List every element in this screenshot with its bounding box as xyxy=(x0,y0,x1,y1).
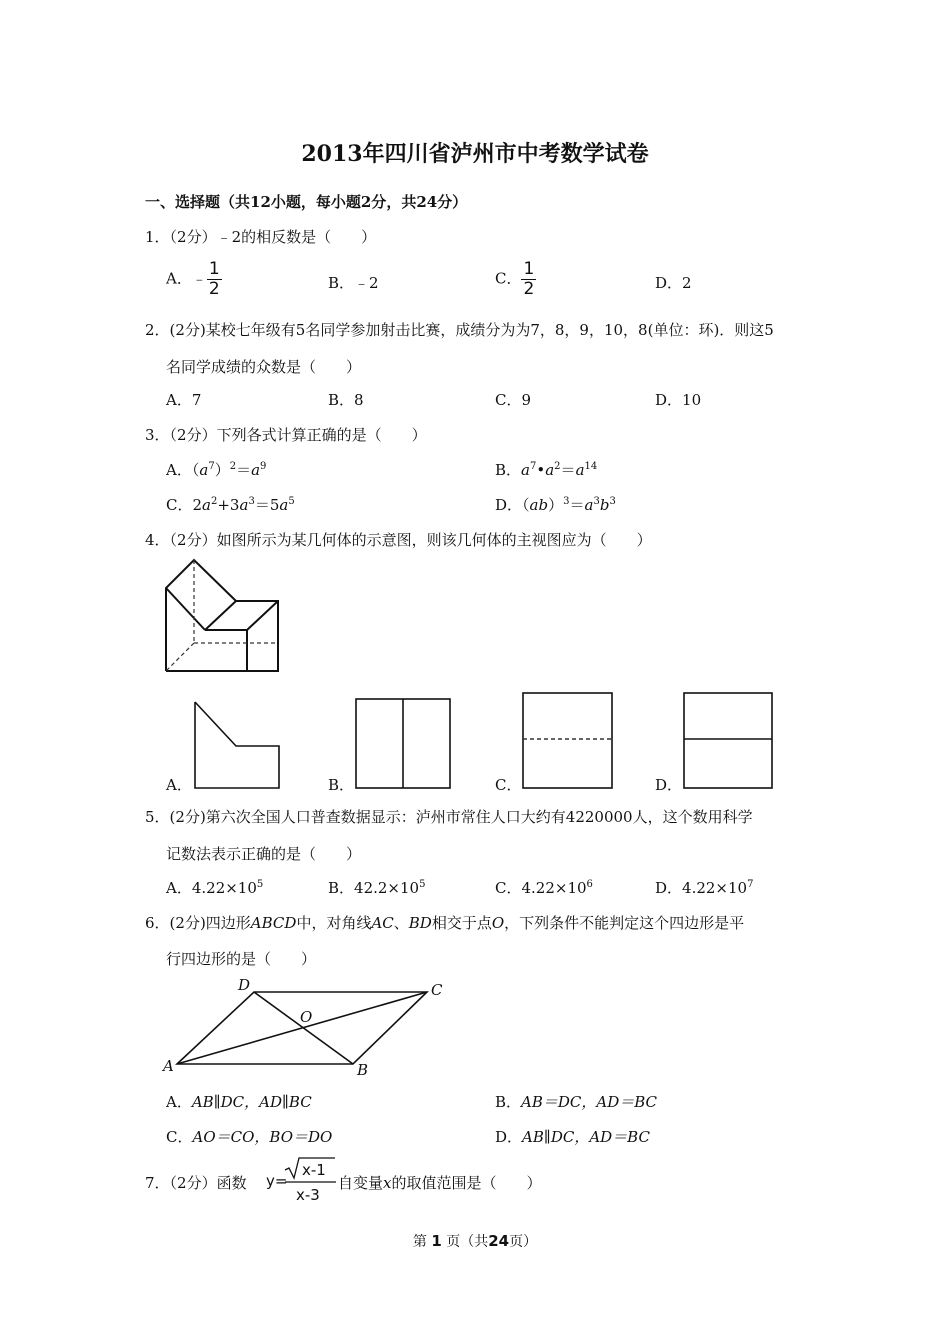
q6-option-a: A．AB∥DC，AD∥BC xyxy=(166,1093,312,1111)
page-title: 2013年四川省泸州市中考数学试卷 xyxy=(301,141,649,167)
q4-option-c: C． xyxy=(495,776,522,794)
question-6-line2: 行四边形的是（ ） xyxy=(166,950,317,968)
question-2-line1: 2．(2分)某校七年级有5名同学参加射击比赛，成绩分为为7，8，9，10，8(单位：环)．则这5 xyxy=(145,321,774,339)
q4-option-a: A． xyxy=(166,776,192,794)
question-2-line2: 名同学成绩的众数是（ ） xyxy=(166,358,362,376)
question-4-stem: 4．（2分）如图所示为某几何体的示意图，则该几何体的主视图应为（ ） xyxy=(145,531,652,549)
q5-option-c: C．$4.22\times 10^6$ xyxy=(495,879,593,897)
question-7-post: 自变量x的取值范围是（ ） xyxy=(338,1174,542,1192)
q7-numerator: x-1 xyxy=(302,1161,326,1179)
q2-option-c: C．9 xyxy=(495,391,532,409)
q7-y: y= xyxy=(266,1172,288,1190)
q1-a-fraction: $\frac{1}{2}$ xyxy=(208,259,220,299)
q1-c-fraction: $\frac{1}{2}$ xyxy=(523,259,535,299)
q3-option-a: A．$(a^7)^2=a^9$ xyxy=(166,461,267,479)
label-c: C xyxy=(431,981,443,999)
q6-option-b: B．AB＝DC，AD＝BC xyxy=(495,1093,658,1111)
q4-option-b: B． xyxy=(328,776,355,794)
label-d: D xyxy=(238,976,251,994)
q7-denominator: x-3 xyxy=(296,1186,320,1204)
question-6-line1: 6．(2分)四边形ABCD中，对角线AC、BD相交于点O，下列条件不能判定这个四边形是平 xyxy=(145,914,745,932)
question-1-stem: 1．（2分）﹣2的相反数是（ ） xyxy=(145,228,377,246)
q3-option-c: C．$2a^2+3a^3=5a^5$ xyxy=(166,496,295,514)
label-o: O xyxy=(300,1008,313,1026)
q4-option-d: D． xyxy=(655,776,683,794)
q3-option-d: D．$(ab)^3=a^3b^3$ xyxy=(495,496,616,514)
q3-option-b: B．$a^7•a^2=a^{14}$ xyxy=(495,461,598,479)
label-a: A xyxy=(163,1057,174,1075)
label-b: B xyxy=(357,1061,369,1079)
section-heading: 一、选择题（共12小题，每小题2分，共24分） xyxy=(145,193,468,211)
q2-option-b: B．8 xyxy=(328,391,364,409)
q1-option-b: B．﹣2 xyxy=(328,274,379,292)
q2-option-a: A．7 xyxy=(166,391,202,409)
question-3-stem: 3．（2分）下列各式计算正确的是（ ） xyxy=(145,426,427,444)
q5-option-b: B．$42.2\times 10^5$ xyxy=(328,879,426,897)
q5-option-d: D．$4.22\times 10^7$ xyxy=(655,879,754,897)
q2-option-d: D．10 xyxy=(655,391,702,409)
question-7-pre: 7．（2分）函数 xyxy=(145,1174,247,1192)
question-5-line1: 5．(2分)第六次全国人口普查数据显示：泸州市常住人口大约有4220000人，这个数用科学 xyxy=(145,808,753,826)
q1-option-c: C． $\frac{1}{2}$ xyxy=(495,259,535,299)
q5-option-a: A．$4.22\times 10^5$ xyxy=(166,879,264,897)
page-footer: 第 1 页（共24页） xyxy=(412,1232,538,1250)
q6-option-d: D．AB∥DC，AD＝BC xyxy=(495,1128,650,1146)
question-5-line2: 记数法表示正确的是（ ） xyxy=(166,845,362,863)
q1-option-a: A．﹣ $\frac{1}{2}$ xyxy=(166,259,220,299)
q1-option-d: D．2 xyxy=(655,274,692,292)
q6-option-c: C．AO＝CO，BO＝DO xyxy=(166,1128,333,1146)
